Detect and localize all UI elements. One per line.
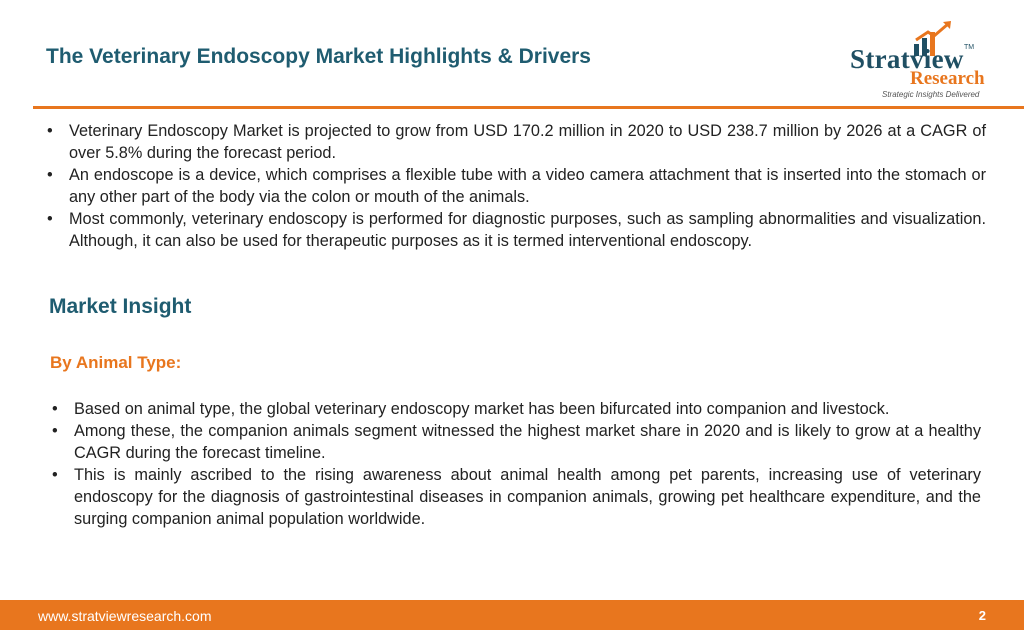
logo-subtitle: Research (910, 68, 985, 89)
list-item: • This is mainly ascribed to the rising awareness about animal health among pet parents, increasing use of veterinary endoscopy for the diagnosis of gastrointestinal diseases in companion animals, growing pet healthcare expenditure, and the surging companion animal population worldwide. (50, 464, 981, 530)
list-item: • Most commonly, veterinary endoscopy is performed for diagnostic purposes, such as sampling abnormalities and visualization. Although, it can also be used for therapeutic purposes as it is termed interventional endoscopy. (45, 208, 986, 252)
logo-tagline: Strategic Insights Delivered (882, 90, 980, 99)
page-number: 2 (978, 608, 986, 623)
intro-bullet-list (45, 120, 986, 252)
section-heading: Market Insight (49, 295, 192, 318)
list-item: • Based on animal type, the global veterinary endoscopy market has been bifurcated into companion and livestock. (50, 398, 981, 420)
logo-wordmark: Stratview (850, 44, 964, 74)
header-divider (33, 106, 1024, 109)
sub-heading: By Animal Type: (50, 353, 182, 372)
footer-website-link[interactable]: www.stratviewresearch.com (38, 608, 212, 624)
list-item: • Among these, the companion animals segment witnessed the highest market share in 2020 and is likely to grow at a healthy CAGR during the forecast timeline. (50, 420, 981, 464)
insight-bullet-list (50, 398, 981, 530)
stratview-logo (846, 18, 996, 102)
slide-title: The Veterinary Endoscopy Market Highlights & Drivers (46, 45, 591, 68)
logo-trademark: TM (964, 44, 975, 51)
list-item: • An endoscope is a device, which comprises a flexible tube with a video camera attachment that is inserted into the stomach or any other part of the body via the colon or mouth of the animals. (45, 164, 986, 208)
list-item: • Veterinary Endoscopy Market is projected to grow from USD 170.2 million in 2020 to USD 238.7 million by 2026 at a CAGR of over 5.8% during the forecast period. (45, 120, 986, 164)
footer-bar (0, 600, 1024, 630)
